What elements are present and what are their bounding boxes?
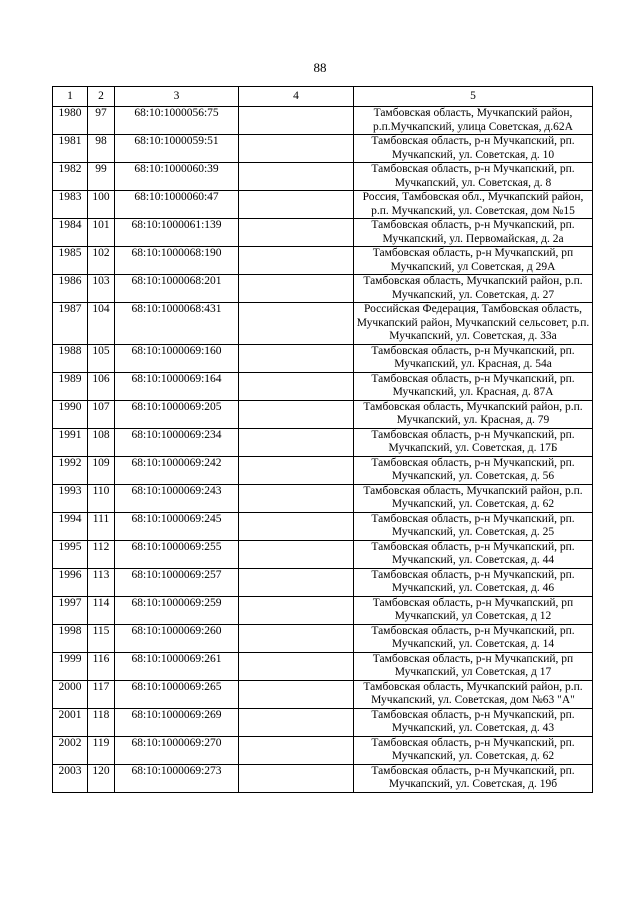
row-number: 1991 [53,428,88,456]
cadastral-number: 68:10:1000068:190 [115,247,239,275]
address-cell [354,191,593,219]
sub-number: 107 [88,400,115,428]
sub-number: 111 [88,512,115,540]
address-line: Тамбовская область, р-н Мучкапский, рп [372,247,574,259]
address-line: Тамбовская область, р-н Мучкапский, рп. [371,344,575,357]
cadastral-number: 68:10:1000069:242 [115,456,239,484]
table-row [53,512,593,540]
row-number: 1997 [53,596,88,624]
note-cell [239,540,354,568]
note-cell [239,512,354,540]
cadastral-number: 68:10:1000056:75 [115,107,239,135]
table-row [53,372,593,400]
address-line: Мучкапский, ул. Советская, д. 10 [391,148,555,161]
cadastral-number: 68:10:1000069:160 [115,344,239,372]
note-cell [239,344,354,372]
table-row [53,456,593,484]
cadastral-number: 68:10:1000069:164 [115,372,239,400]
cadastral-number: 68:10:1000068:431 [115,303,239,345]
row-number: 1988 [53,344,88,372]
sub-number: 108 [88,428,115,456]
address-line: Мучкапский, ул. Советская, д. 46 [391,582,555,594]
column-header-5: 5 [354,87,593,107]
address-line: Россия, Тамбовская обл., Мучкапский район, [362,191,584,203]
row-number: 2001 [53,708,88,736]
note-cell [239,568,354,596]
cadastral-number: 68:10:1000069:205 [115,400,239,428]
table-row [53,400,593,428]
address-line: Мучкапский, ул Советская, д 12 [394,610,552,622]
row-number: 2002 [53,736,88,764]
address-line: р.п. Мучкапский, ул. Советская, дом №15 [371,204,575,217]
address-line: Тамбовская область, Мучкапский район, р.п. [363,400,583,413]
row-number: 1981 [53,135,88,163]
address-cell [354,736,593,764]
cadastral-number: 68:10:1000060:47 [115,191,239,219]
sub-number: 115 [88,624,115,652]
row-number: 1998 [53,624,88,652]
table-row [53,247,593,275]
address-line: Мучкапский, ул. Первомайская, д. 2а [382,232,564,245]
sub-number: 118 [88,708,115,736]
address-line: Мучкапский район, Мучкапский сельсовет, р.п. [356,316,590,329]
table-row [53,344,593,372]
row-number: 1980 [53,107,88,135]
note-cell [239,163,354,191]
address-line: Тамбовская область, р-н Мучкапский, рп. [371,163,575,175]
column-header-2: 2 [88,87,115,107]
row-number: 1987 [53,303,88,345]
address-cell [354,540,593,568]
address-cell [354,344,593,372]
cadastral-number: 68:10:1000069:259 [115,596,239,624]
address-line: Тамбовская область, р-н Мучкапский, рп [372,596,574,609]
row-number: 1995 [53,540,88,568]
sub-number: 113 [88,568,115,596]
cadastral-number: 68:10:1000069:260 [115,624,239,652]
table-body [53,107,593,793]
address-cell [354,652,593,680]
note-cell [239,484,354,512]
address-line: Мучкапский, ул. Красная, д. 79 [396,414,550,426]
address-line: Тамбовская область, р-н Мучкапский, рп. [371,512,575,525]
cadastral-number: 68:10:1000069:273 [115,764,239,792]
row-number: 1992 [53,456,88,484]
address-line: Мучкапский, ул. Советская, д. 44 [391,554,555,566]
note-cell [239,680,354,708]
table-row [53,219,593,247]
note-cell [239,219,354,247]
table-row [53,163,593,191]
sub-number: 117 [88,680,115,708]
address-cell [354,219,593,247]
address-line: Мучкапский, ул. Советская, д. 33а [389,330,557,342]
table-row [53,303,593,345]
address-cell [354,428,593,456]
address-cell [354,107,593,135]
sub-number: 116 [88,652,115,680]
address-line: Тамбовская область, р-н Мучкапский, рп. [371,219,575,231]
sub-number: 110 [88,484,115,512]
address-line: Мучкапский, ул. Советская, д. 14 [391,638,555,650]
sub-number: 119 [88,736,115,764]
address-line: Мучкапский, ул. Советская, д. 8 [394,176,552,189]
row-number: 1989 [53,372,88,400]
row-number: 1999 [53,652,88,680]
address-line: Российская Федерация, Тамбовская область, [364,303,582,315]
table-row [53,107,593,135]
address-cell [354,596,593,624]
note-cell [239,107,354,135]
address-cell [354,624,593,652]
sub-number: 106 [88,372,115,400]
address-line: Мучкапский, ул. Советская, д. 17Б [388,442,558,454]
cadastral-number: 68:10:1000069:245 [115,512,239,540]
cadastral-number: 68:10:1000060:39 [115,163,239,191]
note-cell [239,652,354,680]
address-cell [354,303,593,345]
address-cell [354,764,593,792]
row-number: 2000 [53,680,88,708]
table-row [53,540,593,568]
note-cell [239,708,354,736]
row-number: 1993 [53,484,88,512]
address-line: Тамбовская область, р-н Мучкапский, рп. [371,568,575,581]
note-cell [239,596,354,624]
note-cell [239,303,354,345]
address-line: Тамбовская область, р-н Мучкапский, рп. [371,372,575,385]
note-cell [239,428,354,456]
address-line: Мучкапский, ул. Советская, д. 19б [388,778,558,790]
address-line: Мучкапский, ул. Советская, д. 43 [391,722,555,734]
cadastral-number: 68:10:1000059:51 [115,135,239,163]
address-cell [354,708,593,736]
table-row [53,484,593,512]
address-line: Тамбовская область, р-н Мучкапский, рп. [371,456,575,469]
cadastral-number: 68:10:1000068:201 [115,275,239,303]
table-row [53,764,593,792]
sub-number: 114 [88,596,115,624]
table-header [53,87,593,107]
note-cell [239,400,354,428]
sub-number: 100 [88,191,115,219]
sub-number: 97 [88,107,115,135]
sub-number: 105 [88,344,115,372]
row-number: 1983 [53,191,88,219]
address-cell [354,512,593,540]
cadastral-number: 68:10:1000069:261 [115,652,239,680]
row-number: 1984 [53,219,88,247]
address-line: Тамбовская область, р-н Мучкапский, рп. [371,708,575,721]
cadastral-number: 68:10:1000061:139 [115,219,239,247]
row-number: 2003 [53,764,88,792]
table-row [53,135,593,163]
page-number: 88 [313,60,327,75]
address-line: Мучкапский, ул. Советская, д. 25 [391,526,555,538]
note-cell [239,736,354,764]
address-line: Мучкапский, ул. Красная, д. 54а [394,358,552,370]
address-line: Тамбовская область, Мучкапский район, р.п. [363,275,583,287]
cadastral-number: 68:10:1000069:234 [115,428,239,456]
table-row [53,624,593,652]
registry-table [52,86,593,793]
address-line: Тамбовская область, р-н Мучкапский, рп [372,652,574,665]
address-line: Мучкапский, ул Советская, д 29А [390,260,556,273]
address-cell [354,135,593,163]
table-row [53,680,593,708]
cadastral-number: 68:10:1000069:265 [115,680,239,708]
table-row [53,275,593,303]
column-header-3: 3 [115,87,239,107]
table-row [53,428,593,456]
address-cell [354,456,593,484]
sub-number: 109 [88,456,115,484]
address-line: Мучкапский, ул. Советская, д. 56 [391,470,555,482]
address-cell [354,400,593,428]
address-cell [354,568,593,596]
address-line: Мучкапский, ул. Красная, д. 87А [392,386,554,398]
address-line: Тамбовская область, Мучкапский район, р.п. [363,484,583,497]
address-line: Мучкапский, ул. Советская, д. 62 [391,750,555,762]
address-line: Тамбовская область, р-н Мучкапский, рп. [371,428,575,441]
header-row [53,87,593,107]
address-line: Тамбовская область, р-н Мучкапский, рп. [371,624,575,637]
table-row [53,736,593,764]
column-header-4: 4 [239,87,354,107]
row-number: 1994 [53,512,88,540]
address-cell [354,372,593,400]
sub-number: 98 [88,135,115,163]
table-row [53,652,593,680]
sub-number: 112 [88,540,115,568]
table-row [53,191,593,219]
note-cell [239,135,354,163]
cadastral-number: 68:10:1000069:255 [115,540,239,568]
table-row [53,568,593,596]
address-line: Мучкапский, ул. Советская, дом №63 "А" [371,694,575,706]
address-cell [354,484,593,512]
cadastral-number: 68:10:1000069:270 [115,736,239,764]
sub-number: 101 [88,219,115,247]
column-header-1: 1 [53,87,88,107]
cadastral-number: 68:10:1000069:269 [115,708,239,736]
address-line: Мучкапский, ул. Советская, д. 27 [391,288,555,301]
address-line: Мучкапский, ул. Советская, д. 62 [391,498,555,510]
address-line: Тамбовская область, р-н Мучкапский, рп. [371,736,575,749]
note-cell [239,275,354,303]
address-cell [354,163,593,191]
table-row [53,596,593,624]
sub-number: 104 [88,303,115,345]
note-cell [239,191,354,219]
address-cell [354,247,593,275]
address-line: Тамбовская область, р-н Мучкапский, рп. [371,135,575,147]
address-cell [354,680,593,708]
note-cell [239,456,354,484]
row-number: 1985 [53,247,88,275]
row-number: 1996 [53,568,88,596]
address-line: Тамбовская область, Мучкапский район, р.п. [363,680,583,693]
sub-number: 103 [88,275,115,303]
row-number: 1990 [53,400,88,428]
sub-number: 120 [88,764,115,792]
table-row [53,708,593,736]
note-cell [239,247,354,275]
note-cell [239,764,354,792]
sub-number: 99 [88,163,115,191]
note-cell [239,372,354,400]
address-line: Тамбовская область, р-н Мучкапский, рп. [371,540,575,553]
address-line: Тамбовская область, р-н Мучкапский, рп. [371,764,575,777]
address-cell [354,275,593,303]
cadastral-number: 68:10:1000069:257 [115,568,239,596]
cadastral-number: 68:10:1000069:243 [115,484,239,512]
row-number: 1982 [53,163,88,191]
note-cell [239,624,354,652]
row-number: 1986 [53,275,88,303]
address-line: Мучкапский, ул Советская, д 17 [394,666,552,678]
sub-number: 102 [88,247,115,275]
address-line: р.п.Мучкапский, улица Советская, д.62А [373,120,573,133]
address-line: Тамбовская область, Мучкапский район, [373,107,573,119]
